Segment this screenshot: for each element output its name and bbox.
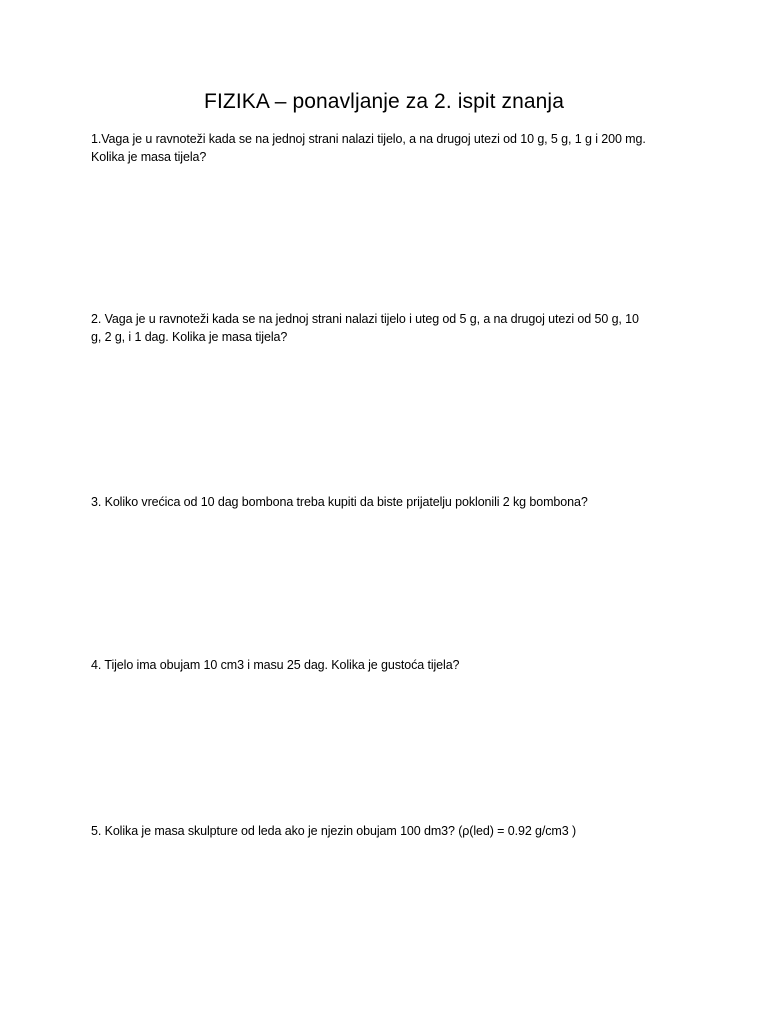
- question-1-line-2: Kolika je masa tijela?: [91, 150, 207, 164]
- question-3-line-1: 3. Koliko vrećica od 10 dag bombona treba kupiti da biste prijatelju poklonili 2 kg bombona?: [91, 495, 588, 509]
- question-4: [91, 656, 691, 674]
- question-1-line-1: 1.Vaga je u ravnoteži kada se na jednoj strani nalazi tijelo, a na drugoj utezi od 10 g, 5 g, 1 g i 200 mg.: [91, 132, 646, 146]
- question-5-line-1: 5. Kolika je masa skulpture od leda ako je njezin obujam 100 dm3? (ρ(led) = 0.92 g/cm3 ): [91, 824, 577, 838]
- question-2-line-2: g, 2 g, i 1 dag. Kolika je masa tijela?: [91, 330, 288, 344]
- question-2: [91, 310, 691, 346]
- question-1: [91, 130, 691, 166]
- question-5: [91, 822, 691, 840]
- question-4-line-1: 4. Tijelo ima obujam 10 cm3 i masu 25 dag. Kolika je gustoća tijela?: [91, 658, 460, 672]
- question-3: [91, 493, 691, 511]
- question-2-line-1: 2. Vaga je u ravnoteži kada se na jednoj strani nalazi tijelo i uteg od 5 g, a na drugoj utezi od 50 g, 10: [91, 312, 639, 326]
- page-title: FIZIKA – ponavljanje za 2. ispit znanja: [204, 90, 564, 113]
